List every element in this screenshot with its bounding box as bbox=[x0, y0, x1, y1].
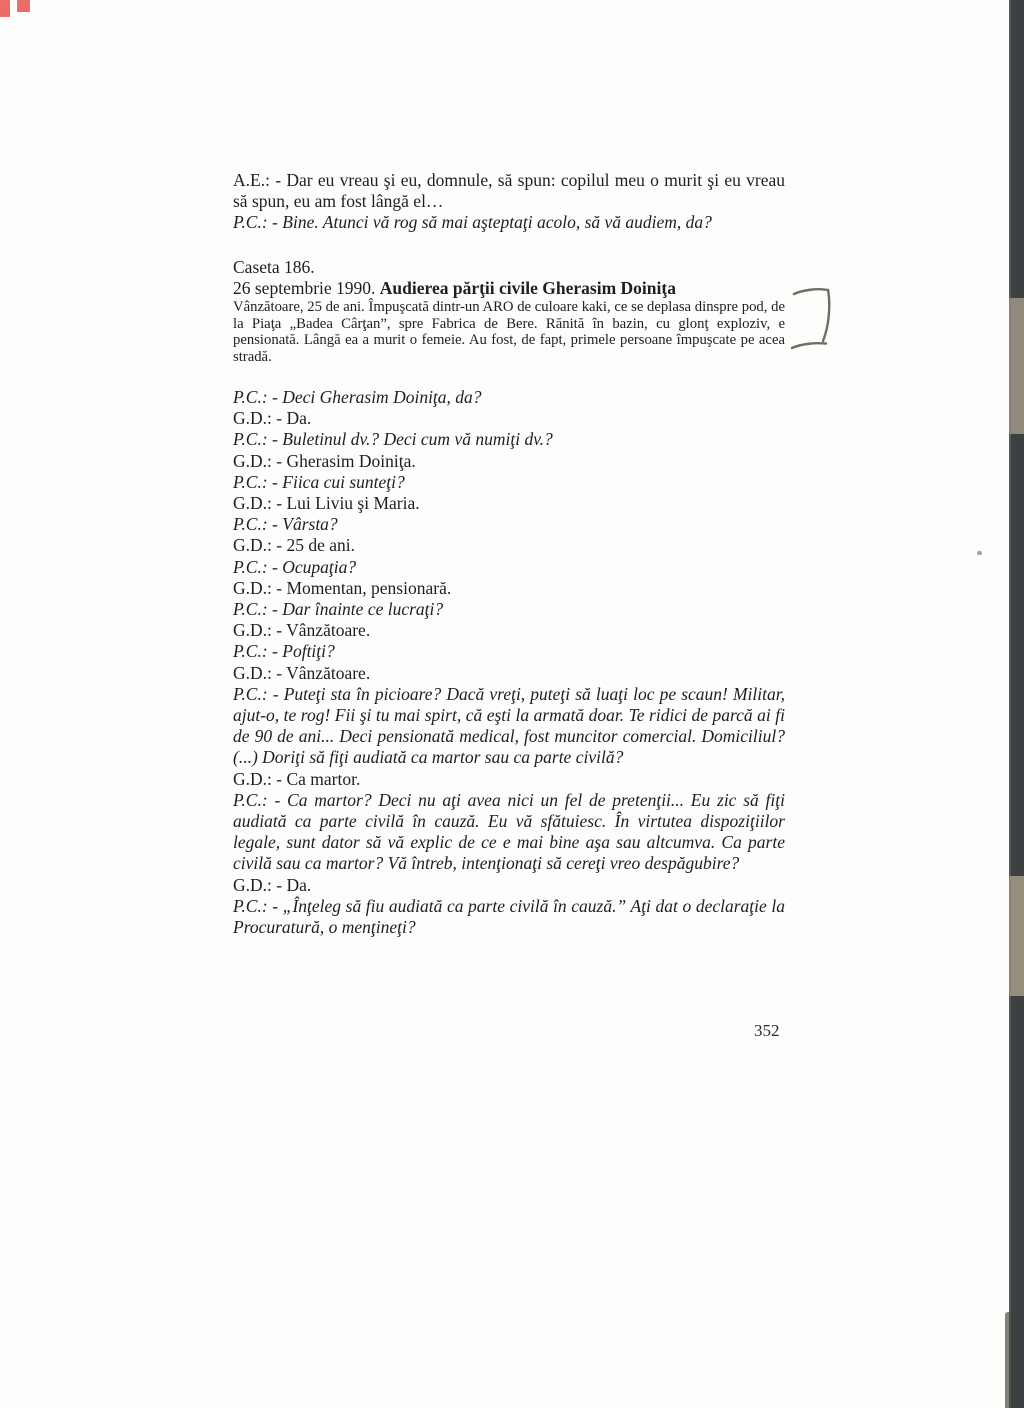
dialogue-line: G.D.: - 25 de ani. bbox=[233, 535, 355, 556]
section-title-bold: Audierea părţii civile Gherasim Doiniţa bbox=[379, 277, 676, 298]
page-text-column bbox=[233, 170, 785, 938]
dialogue-line: G.D.: - Ca martor. bbox=[233, 768, 361, 789]
dialogue-line: P.C.: - Ocupaţia? bbox=[233, 556, 357, 577]
section-description: Vânzătoare, 25 de ani. Împuşcată dintr-un ARO de culoare kaki, ce se deplasa dinspre pod, de la Piaţa „Badea Cârţan”, spre Fabrica de Bere. Rănită în bazin, cu glonţ exploziv, e pensionată. Lângă ea a murit o femeie. Au fost, de fapt, primele persoane împuşcate pe acea stradă. bbox=[233, 299, 785, 365]
dialogue-line: G.D.: - Vânzătoare. bbox=[233, 620, 371, 641]
section-heading-block bbox=[233, 257, 785, 365]
dialogue-line: G.D.: - Vânzătoare. bbox=[233, 662, 371, 683]
scan-speck bbox=[977, 551, 982, 555]
dialogue-line: P.C.: - Deci Gherasim Doiniţa, da? bbox=[233, 387, 482, 408]
scan-edge-shadow bbox=[1009, 0, 1024, 1408]
page-number: 352 bbox=[754, 1021, 780, 1040]
dialogue-line: P.C.: - „Înţeleg să fiu audiată ca parte civilă în cauză.” Aţi dat o declaraţie la Procuratură, o menţineţi? bbox=[233, 895, 785, 938]
dialogue-line: P.C.: - Vârsta? bbox=[233, 514, 338, 535]
dialogue-line: G.D.: - Da. bbox=[233, 874, 312, 895]
dialogue-line: G.D.: - Da. bbox=[233, 408, 312, 429]
intro-dialogue bbox=[233, 170, 785, 234]
scan-edge-shadow-foot bbox=[1005, 1312, 1011, 1408]
dialogue-line: P.C.: - Fiica cui sunteţi? bbox=[233, 471, 405, 492]
dialogue-line: P.C.: - Poftiţi? bbox=[233, 641, 335, 662]
dialogue-line: P.C.: - Dar înainte ce lucraţi? bbox=[233, 599, 444, 620]
dialogue-line: P.C.: - Ca martor? Deci nu aţi avea nici un fel de pretenţii... Eu zic să fiţi audiată ca parte civilă în cauză. Eu vă sfătuiesc. În virtutea dispoziţiilor legale, sunt dator să vă explic de ce e mai bine aşa sau altcumva. Ca parte civilă sau ca martor? Vă întreb, intenţionaţi să cereţi vreo despăgubire? bbox=[233, 789, 785, 874]
dialogue-line: P.C.: - Bine. Atunci vă rog să mai aşteptaţi acolo, să vă audiem, da? bbox=[233, 212, 712, 233]
dialogue-line: G.D.: - Gherasim Doiniţa. bbox=[233, 450, 416, 471]
dialogue-line: G.D.: - Lui Liviu şi Maria. bbox=[233, 493, 420, 514]
dialogue-line: P.C.: - Buletinul dv.? Deci cum vă numiţi dv.? bbox=[233, 429, 553, 450]
dialogue-line: A.E.: - Dar eu vreau şi eu, domnule, să spun: copilul meu o murit şi eu vreau să spun, eu am fost lângă el… bbox=[233, 170, 785, 212]
red-pen-mark bbox=[17, 0, 30, 12]
red-pen-mark bbox=[0, 0, 10, 17]
section-title bbox=[233, 278, 785, 299]
section-date: 26 septembrie 1990. bbox=[233, 277, 380, 298]
caseta-label: Caseta 186. bbox=[233, 256, 315, 277]
dialogue-line: P.C.: - Puteţi sta în picioare? Dacă vreţi, puteţi să luaţi loc pe scaun! Militar, ajut-o, te rog! Fii şi tu mai spirt, că eşti la armată doar. Te ridici de parcă ai fi de 90 de ani... Deci pensionată medical, fost muncitor comercial. Domiciliul? (...) Doriţi să fiţi audiată ca martor sau ca parte civilă? bbox=[233, 683, 785, 768]
handwritten-bracket-annotation bbox=[789, 283, 839, 355]
dialogue-transcript bbox=[233, 387, 785, 938]
dialogue-line: G.D.: - Momentan, pensionară. bbox=[233, 577, 452, 598]
